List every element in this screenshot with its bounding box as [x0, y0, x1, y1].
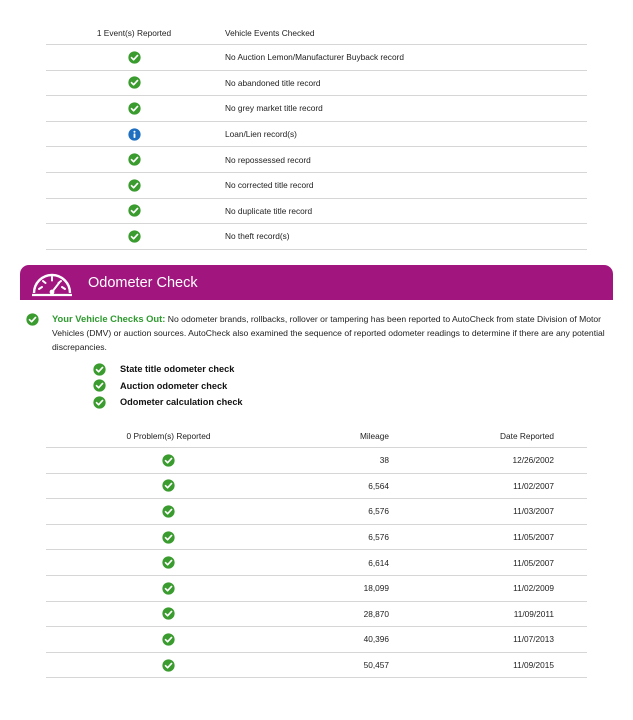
events-table-header [46, 21, 587, 45]
date-value: 11/05/2007 [513, 557, 554, 568]
check-item-label: State title odometer check [120, 364, 235, 375]
summary-lead: Your Vehicle Checks Out: [52, 313, 166, 324]
date-value: 11/07/2013 [513, 634, 554, 645]
check-circle-icon [128, 51, 141, 64]
mileage-header: Mileage [359, 430, 389, 441]
odometer-row [46, 448, 587, 474]
odometer-row [46, 602, 587, 628]
date-value: 12/26/2002 [512, 455, 554, 466]
check-circle-icon [162, 531, 175, 544]
odometer-row [46, 627, 587, 653]
mileage-value: 6,614 [368, 557, 389, 568]
check-circle-icon [128, 204, 141, 217]
odometer-row [46, 499, 587, 525]
check-circle-icon [128, 230, 141, 243]
mileage-value: 50,457 [363, 660, 389, 671]
check-circle-icon [93, 379, 106, 392]
date-value: 11/02/2007 [513, 480, 554, 491]
check-circle-icon [128, 179, 141, 192]
mileage-value: 6,564 [368, 480, 389, 491]
mileage-value: 6,576 [368, 532, 389, 543]
mileage-value: 28,870 [363, 608, 389, 619]
event-row [46, 173, 587, 199]
check-circle-icon [162, 505, 175, 518]
date-value: 11/09/2015 [513, 660, 554, 671]
check-circle-icon [162, 454, 175, 467]
event-label: No Auction Lemon/Manufacturer Buyback record [225, 52, 404, 63]
check-circle-icon [162, 633, 175, 646]
odometer-check-banner [20, 265, 613, 300]
check-circle-icon [162, 607, 175, 620]
odometer-readings-table [46, 424, 587, 678]
check-circle-icon [128, 153, 141, 166]
check-circle-icon [128, 76, 141, 89]
info-circle-icon [128, 128, 141, 141]
odometer-row [46, 525, 587, 551]
event-label: No corrected title record [225, 180, 314, 191]
event-row [46, 122, 587, 148]
event-label: No repossessed record [225, 154, 311, 165]
date-value: 11/03/2007 [513, 506, 554, 517]
check-circle-icon [26, 313, 39, 326]
event-label: No theft record(s) [225, 231, 290, 242]
date-value: 11/05/2007 [513, 532, 554, 543]
event-label: Loan/Lien record(s) [225, 129, 297, 140]
check-circle-icon [162, 479, 175, 492]
summary-text [52, 312, 606, 354]
gauge-icon [30, 269, 74, 297]
events-checked-header: Vehicle Events Checked [225, 27, 315, 38]
event-label: No duplicate title record [225, 205, 313, 216]
odometer-check-item [93, 378, 243, 395]
check-circle-icon [93, 396, 106, 409]
event-label: No abandoned title record [225, 77, 321, 88]
check-item-label: Odometer calculation check [120, 397, 243, 408]
mileage-value: 38 [379, 455, 389, 466]
odometer-check-item [93, 394, 243, 411]
event-row [46, 45, 587, 71]
check-circle-icon [162, 556, 175, 569]
check-circle-icon [162, 659, 175, 672]
summary-body: No odometer brands, rollbacks, rollover or tampering has been reported to AutoCheck from state Division of Motor Vehicles (DMV) or auction sources. AutoCheck also examined the sequence of reported odometer readings to determine if there are any potential discrepancies. [52, 314, 605, 352]
odometer-check-list [93, 361, 243, 411]
odometer-row [46, 474, 587, 500]
mileage-value: 18,099 [363, 583, 389, 594]
date-reported-header: Date Reported [500, 430, 554, 441]
mileage-value: 40,396 [363, 634, 389, 645]
problems-count-header: 0 Problem(s) Reported [126, 430, 211, 441]
events-count-header: 1 Event(s) Reported [96, 27, 172, 38]
odometer-table-header [46, 424, 587, 448]
event-row [46, 96, 587, 122]
event-row [46, 199, 587, 225]
mileage-value: 6,576 [368, 506, 389, 517]
odometer-check-title: Odometer Check [88, 274, 198, 291]
odometer-check-item [93, 361, 243, 378]
event-row [46, 71, 587, 97]
check-circle-icon [128, 102, 141, 115]
event-row [46, 147, 587, 173]
event-row [46, 224, 587, 250]
odometer-summary [26, 312, 606, 354]
odometer-row [46, 576, 587, 602]
event-label: No grey market title record [225, 103, 323, 114]
odometer-row [46, 550, 587, 576]
check-item-label: Auction odometer check [120, 380, 228, 391]
check-circle-icon [93, 363, 106, 376]
odometer-row [46, 653, 587, 679]
check-circle-icon [162, 582, 175, 595]
vehicle-events-table [46, 21, 587, 250]
date-value: 11/02/2009 [513, 583, 554, 594]
date-value: 11/09/2011 [513, 608, 554, 619]
